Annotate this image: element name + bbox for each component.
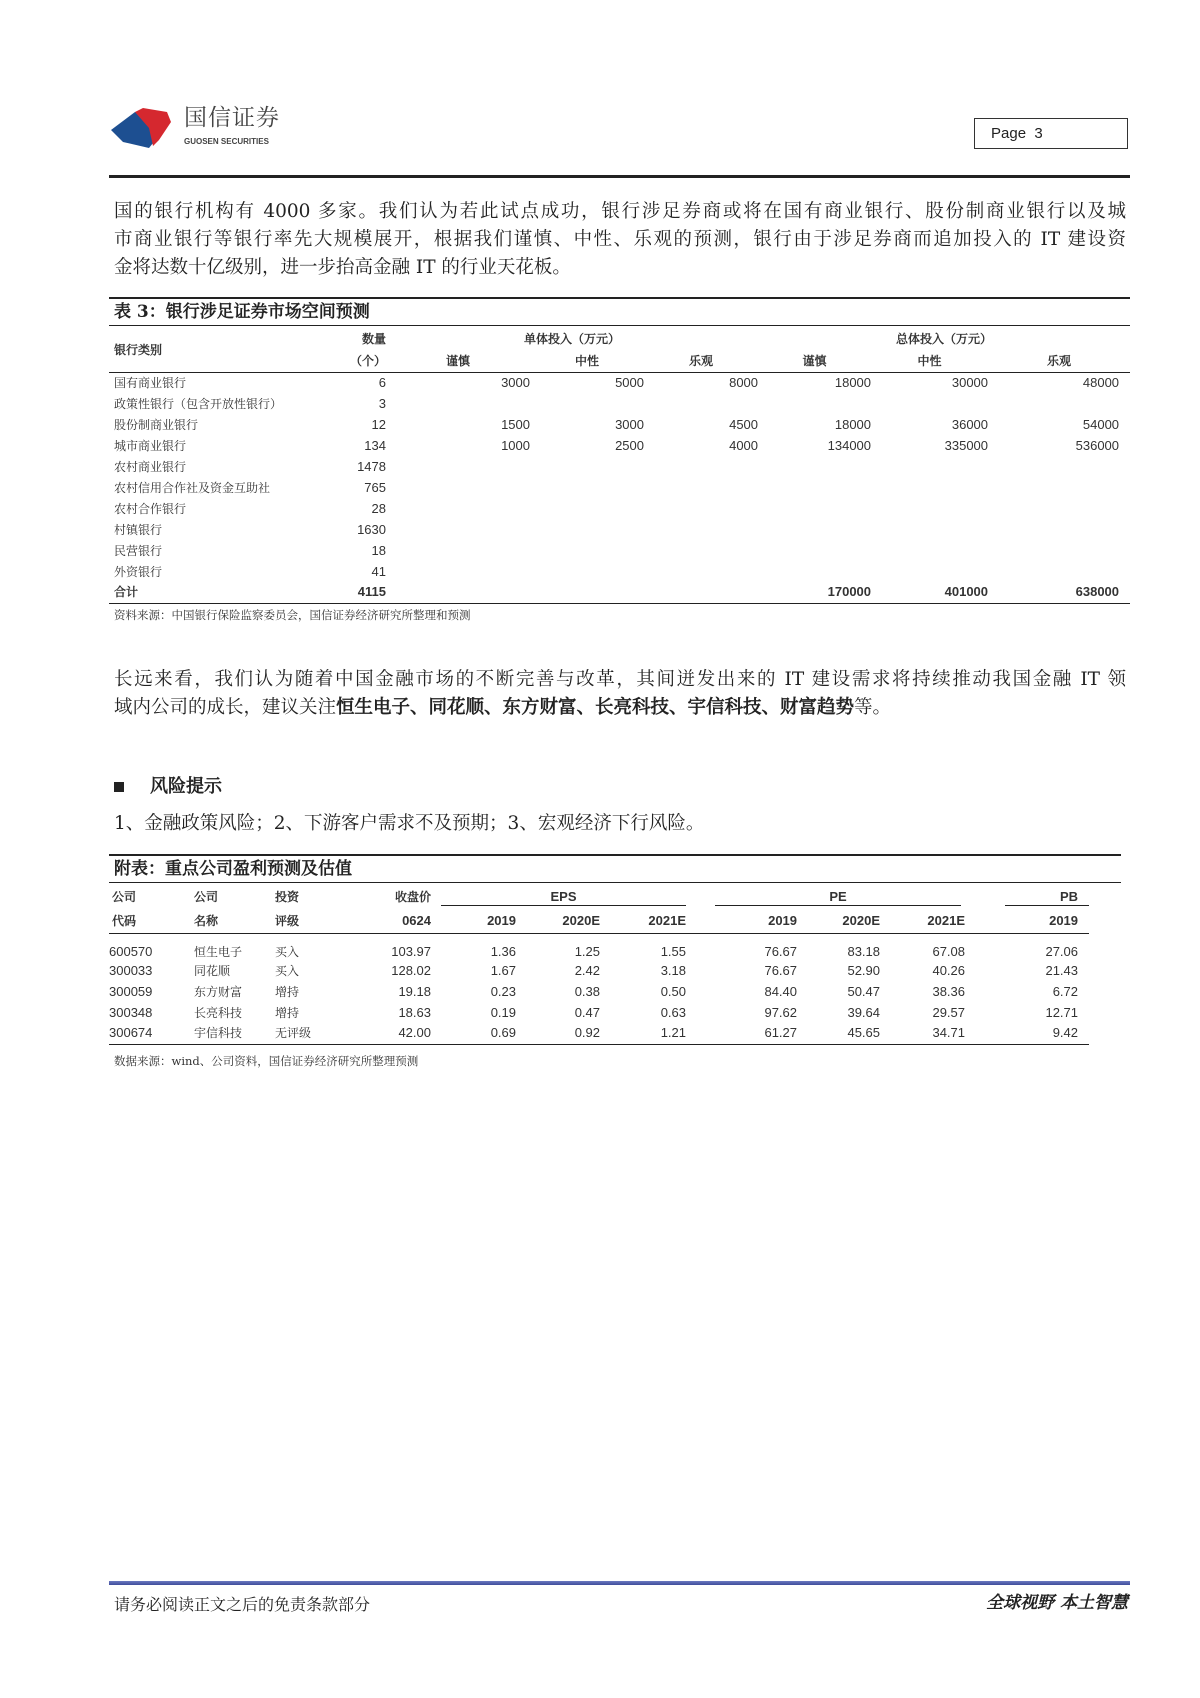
rating: 增持 <box>275 984 300 999</box>
value-cell <box>758 540 871 561</box>
page-number: 3 <box>1034 125 1043 142</box>
header-divider <box>109 175 1130 178</box>
value-cell <box>386 519 530 540</box>
table-row <box>109 414 1130 435</box>
header-sub: 中性 <box>574 353 599 368</box>
header: 2019 <box>487 912 516 928</box>
header-sub: 谨慎 <box>445 353 470 368</box>
value-cell: 9.42 <box>1052 1025 1079 1041</box>
risk-text <box>114 810 1126 838</box>
header-pe <box>686 885 965 909</box>
value-cell <box>758 393 871 414</box>
value-cell: 4000 <box>729 437 759 453</box>
header: 2021E <box>648 912 687 928</box>
value-cell <box>386 540 530 561</box>
value-cell: 29.57 <box>932 1004 966 1020</box>
value-cell <box>988 477 1130 498</box>
risk-heading <box>114 775 222 799</box>
bank-type-cell: 国有商业银行 <box>114 375 187 390</box>
value-cell: 38.36 <box>932 983 966 999</box>
bank-type-cell: 农村信用合作社及资金互助社 <box>114 480 271 495</box>
value-cell: 3000 <box>615 416 644 432</box>
value-cell <box>988 540 1130 561</box>
header: 投资 <box>275 890 300 904</box>
table3 <box>109 328 1130 604</box>
value-cell: 50.47 <box>847 983 881 999</box>
table-row <box>109 561 1130 582</box>
value-cell: 42.00 <box>398 1025 431 1041</box>
value-cell <box>644 519 758 540</box>
value-cell <box>530 582 644 603</box>
appendix-title: 附表：重点公司盈利预测及估值 <box>114 858 352 879</box>
table-row <box>109 981 1089 1002</box>
value-cell <box>530 456 644 477</box>
header: 2019 <box>1049 912 1079 928</box>
value-cell: 2500 <box>615 437 644 453</box>
value-cell: 97.62 <box>764 1004 798 1020</box>
stock-code: 300674 <box>109 1025 153 1041</box>
rating: 买入 <box>275 963 300 978</box>
value-cell: 1.55 <box>660 944 687 959</box>
guosen-logo-icon <box>109 106 175 150</box>
table3-title: 表 3：银行涉足证券市场空间预测 <box>114 301 370 322</box>
value-cell: 18000 <box>834 374 872 390</box>
page-indicator <box>974 118 1128 149</box>
value-cell: 1630 <box>357 521 386 537</box>
value-cell <box>530 561 644 582</box>
value-cell <box>988 498 1130 519</box>
value-cell: 18 <box>371 542 386 558</box>
value-cell: 41 <box>371 563 386 579</box>
header: 收盘价 <box>394 890 431 904</box>
table-row <box>109 960 1089 981</box>
value-cell: 12.71 <box>1045 1004 1079 1020</box>
value-cell: 19.18 <box>398 983 431 999</box>
header-sub: 中性 <box>917 353 942 368</box>
value-cell: 76.67 <box>764 944 798 959</box>
risk-title: 风险提示 <box>150 776 222 797</box>
value-cell <box>644 561 758 582</box>
paragraph-line: 国的银行机构有 4000 多家。我们认为若此试点成功，银行涉足券商或将在国有商业银行、股份制商业银行以及城 <box>114 201 1126 222</box>
appendix-table <box>109 885 1089 1045</box>
value-cell: 170000 <box>827 584 872 600</box>
header-pb-label: PB <box>1005 889 1089 906</box>
table-row <box>109 456 1130 477</box>
value-cell: 3000 <box>501 374 530 390</box>
value-cell <box>386 582 530 603</box>
value-cell <box>988 519 1130 540</box>
value-cell: 83.18 <box>847 944 881 959</box>
value-cell <box>530 519 644 540</box>
bank-type-cell: 股份制商业银行 <box>114 417 199 432</box>
table-row <box>109 540 1130 561</box>
value-cell: 39.64 <box>847 1004 881 1020</box>
paragraph-line <box>114 694 1126 722</box>
value-cell <box>644 582 758 603</box>
header: 2021E <box>927 912 966 928</box>
value-cell <box>988 456 1130 477</box>
value-cell <box>530 393 644 414</box>
value-cell: 27.06 <box>1045 944 1079 959</box>
value-cell <box>758 561 871 582</box>
footer-slogan: 全球视野 本土智慧 <box>986 1593 1128 1613</box>
value-cell: 54000 <box>1082 416 1120 432</box>
table3-block <box>109 297 1130 623</box>
stock-code: 300059 <box>109 983 153 999</box>
header-count-unit: （个） <box>349 353 386 368</box>
table3-title-rule <box>109 325 1130 327</box>
value-cell <box>644 456 758 477</box>
value-cell <box>386 393 530 414</box>
paragraph-line: 金将达数十亿级别，进一步抬高金融 IT 的行业天花板。 <box>114 257 571 278</box>
header: 代码 <box>112 913 137 928</box>
bullet-square-icon <box>114 782 124 792</box>
value-cell: 52.90 <box>847 962 881 978</box>
value-cell <box>530 477 644 498</box>
value-cell <box>758 477 871 498</box>
rating: 增持 <box>275 1005 300 1020</box>
value-cell <box>386 498 530 519</box>
appendix-title-rule <box>109 882 1121 884</box>
table-row <box>109 393 1130 414</box>
header: 2019 <box>768 912 798 928</box>
bank-type-cell: 外资银行 <box>114 564 163 579</box>
value-cell: 638000 <box>1075 584 1120 600</box>
value-cell: 103.97 <box>391 944 431 959</box>
value-cell: 4115 <box>357 584 386 600</box>
value-cell: 765 <box>364 479 386 495</box>
rating: 无评级 <box>275 1026 312 1041</box>
value-cell <box>871 498 988 519</box>
stock-code: 300348 <box>109 1004 153 1020</box>
value-cell: 0.63 <box>660 1004 687 1020</box>
paragraph-line: 市商业银行等银行率先大规模展开，根据我们谨慎、中性、乐观的预测，银行由于涉足券商而追加投入的 IT 建设资 <box>114 229 1126 250</box>
logo-subtitle: GUOSEN SECURITIES <box>184 137 269 146</box>
footer-disclaimer: 请务必阅读正文之后的免责条款部分 <box>114 1595 371 1614</box>
company-name: 东方财富 <box>194 984 243 999</box>
bank-type-cell: 农村合作银行 <box>114 501 187 516</box>
header-pb <box>965 885 1089 909</box>
header: 名称 <box>194 913 219 928</box>
value-cell <box>871 456 988 477</box>
value-cell: 401000 <box>944 584 989 600</box>
value-cell: 12 <box>371 416 386 432</box>
value-cell: 48000 <box>1082 374 1120 390</box>
header: 评级 <box>275 913 300 928</box>
value-cell <box>758 519 871 540</box>
header: 2020E <box>842 912 881 928</box>
value-cell: 3 <box>378 395 386 411</box>
value-cell: 67.08 <box>932 944 966 959</box>
header: 2020E <box>562 912 600 928</box>
value-cell <box>386 561 530 582</box>
footer-divider <box>109 1581 1130 1585</box>
value-cell <box>644 540 758 561</box>
bank-type-cell: 农村商业银行 <box>114 459 187 474</box>
company-name: 长亮科技 <box>194 1005 243 1020</box>
value-cell: 40.26 <box>932 962 966 978</box>
value-cell: 1500 <box>501 416 530 432</box>
header-sub: 谨慎 <box>802 353 827 368</box>
header-sub: 乐观 <box>689 353 714 368</box>
value-cell: 0.92 <box>574 1025 600 1041</box>
value-cell: 28 <box>371 500 386 516</box>
paragraph-line: 长远来看，我们认为随着中国金融市场的不断完善与改革，其间迸发出来的 IT 建设需求将持续推动我国金融 IT 领 <box>114 669 1126 690</box>
value-cell: 0.23 <box>490 983 516 999</box>
value-cell <box>871 519 988 540</box>
table-row <box>109 519 1130 540</box>
value-cell <box>530 498 644 519</box>
risk-text-line: 1、金融政策风险；2、下游客户需求不及预期；3、宏观经济下行风险。 <box>114 813 705 834</box>
value-cell: 2.42 <box>574 962 600 978</box>
value-cell: 36000 <box>951 416 989 432</box>
paragraph-2 <box>114 666 1126 722</box>
table3-source: 资料来源：中国银行保险监察委员会，国信证券经济研究所整理和预测 <box>114 607 471 622</box>
value-cell <box>988 561 1130 582</box>
table-row <box>109 582 1130 603</box>
value-cell: 1.25 <box>574 944 600 959</box>
value-cell: 6.72 <box>1052 983 1079 999</box>
logo-text: 国信证券 <box>184 105 280 131</box>
header-eps <box>431 885 686 909</box>
table-row <box>109 372 1130 393</box>
stock-code: 300033 <box>109 962 153 978</box>
company-name: 宇信科技 <box>194 1026 243 1041</box>
table-row <box>109 477 1130 498</box>
bank-type-cell: 村镇银行 <box>114 522 163 537</box>
value-cell <box>758 456 871 477</box>
value-cell: 134 <box>364 437 386 453</box>
value-cell: 1.21 <box>660 1025 687 1041</box>
value-cell: 0.19 <box>490 1004 516 1020</box>
recommended-companies: 恒生电子、同花顺、东方财富、长亮科技、宇信科技、财富趋势 <box>336 697 855 718</box>
value-cell: 1000 <box>501 437 530 453</box>
value-cell: 8000 <box>729 374 759 390</box>
header-bank-type: 银行类别 <box>114 342 163 357</box>
text: 域内公司的成长，建议关注 <box>114 697 337 718</box>
value-cell: 4500 <box>729 416 759 432</box>
value-cell: 84.40 <box>764 983 798 999</box>
header-pe-label: PE <box>715 889 961 906</box>
value-cell: 0.38 <box>574 983 600 999</box>
value-cell <box>871 540 988 561</box>
header: 公司 <box>194 890 219 904</box>
value-cell: 61.27 <box>764 1025 798 1041</box>
header-eps-label: EPS <box>441 889 686 906</box>
table-row <box>109 933 1089 960</box>
value-cell <box>871 561 988 582</box>
value-cell <box>386 477 530 498</box>
header-sub: 乐观 <box>1047 353 1072 368</box>
value-cell <box>758 498 871 519</box>
table-row <box>109 1002 1089 1023</box>
header-total-investment: 总体投入（万元） <box>896 332 993 346</box>
value-cell: 6 <box>378 374 386 390</box>
logo-wordmark <box>184 103 280 147</box>
table-row <box>109 498 1130 519</box>
value-cell <box>644 393 758 414</box>
value-cell: 5000 <box>615 374 644 390</box>
header-single-investment: 单体投入（万元） <box>524 332 621 346</box>
value-cell: 76.67 <box>764 962 798 978</box>
page-label: Page <box>991 125 1027 142</box>
paragraph-1 <box>114 198 1126 282</box>
bank-type-cell: 合计 <box>114 585 139 600</box>
bank-type-cell: 民营银行 <box>114 543 163 558</box>
bank-type-cell: 城市商业银行 <box>114 438 187 453</box>
value-cell: 30000 <box>951 374 989 390</box>
value-cell: 335000 <box>944 437 989 453</box>
value-cell <box>530 540 644 561</box>
value-cell: 1.67 <box>490 962 516 978</box>
value-cell: 18000 <box>834 416 872 432</box>
value-cell: 128.02 <box>391 962 431 978</box>
value-cell: 134000 <box>827 437 872 453</box>
value-cell <box>871 477 988 498</box>
company-name: 同花顺 <box>194 963 231 978</box>
value-cell <box>988 393 1130 414</box>
value-cell: 21.43 <box>1045 962 1079 978</box>
value-cell: 536000 <box>1075 437 1120 453</box>
bank-type-cell: 政策性银行（包含开放性银行） <box>114 396 283 411</box>
value-cell <box>386 456 530 477</box>
value-cell: 18.63 <box>398 1004 431 1020</box>
table-row <box>109 435 1130 456</box>
appendix-block <box>109 854 1121 1069</box>
value-cell: 34.71 <box>932 1025 966 1041</box>
value-cell: 3.18 <box>660 962 687 978</box>
header: 公司 <box>112 890 137 904</box>
value-cell: 45.65 <box>847 1025 881 1041</box>
rating: 买入 <box>275 945 300 959</box>
company-name: 恒生电子 <box>194 945 243 959</box>
stock-code: 600570 <box>109 944 153 959</box>
value-cell <box>644 498 758 519</box>
value-cell: 0.50 <box>660 983 687 999</box>
value-cell: 0.47 <box>574 1004 600 1020</box>
text: 等。 <box>854 697 892 718</box>
header-count: 数量 <box>361 332 386 346</box>
value-cell <box>644 477 758 498</box>
value-cell: 1.36 <box>490 944 516 959</box>
value-cell <box>871 393 988 414</box>
table-row <box>109 1023 1089 1044</box>
value-cell: 1478 <box>357 458 386 474</box>
appendix-source: 数据来源：wind、公司资料，国信证券经济研究所整理预测 <box>114 1053 419 1068</box>
value-cell: 0.69 <box>490 1025 516 1041</box>
header: 0624 <box>402 912 431 928</box>
